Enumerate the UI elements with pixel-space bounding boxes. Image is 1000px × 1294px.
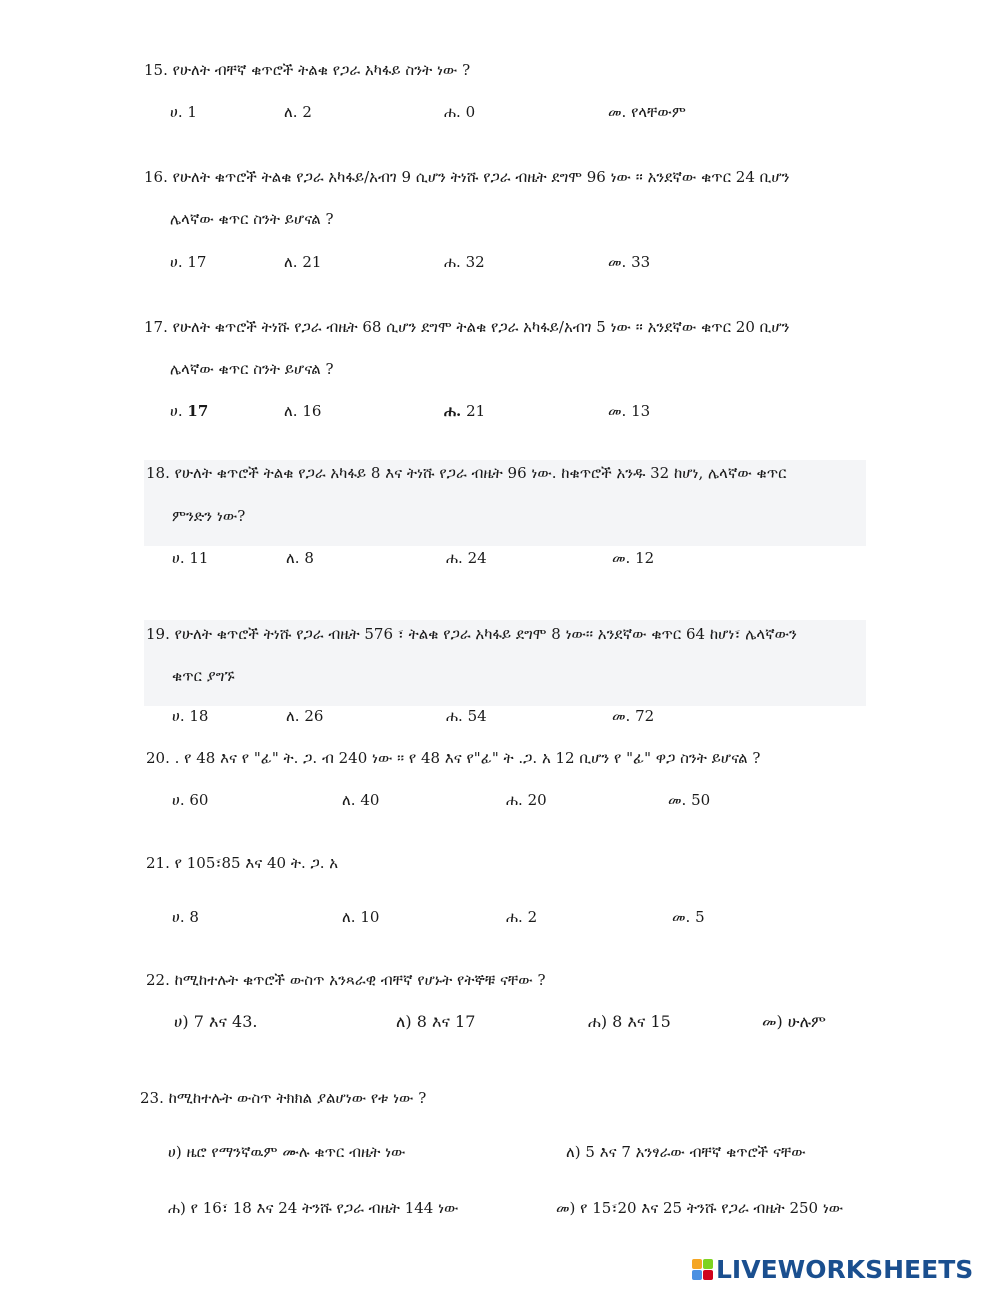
q21-option-d[interactable]: መ. 5 [672,908,705,926]
q19-option-c[interactable]: ሐ. 54 [446,707,487,725]
q21-question: 21. የ 105፣85 እና 40 ት. ጋ. አ [146,854,339,872]
q19-question: 19. የሁለት ቁጥሮች ትነሹ የጋራ ብዜት 576 ፣ ትልቁ የጋራ አካፋይ ደግሞ 8 ነው፡፡ አንደኛው ቁጥር 64 ከሆነ፣ ሌላኛውን [146,625,797,643]
q19-option-d[interactable]: መ. 72 [612,707,655,725]
q23-option-b[interactable]: ለ) 5 እና 7 አንፃራው ብቸኛ ቁጥሮች ናቸው [566,1143,806,1161]
q22-option-c[interactable]: ሐ) 8 እና 15 [588,1012,671,1031]
q23-option-a[interactable]: ሀ) ዜሮ የማንኛዉም ሙሉ ቁጥር ብዜት ነው [168,1143,406,1161]
q18-option-a[interactable]: ሀ. 11 [172,549,209,567]
q20-option-a[interactable]: ሀ. 60 [172,791,209,809]
q22-question: 22. ከሚከተሉት ቁጥሮች ውስጥ አንጻራዊ ብቸኛ የሆኑት የትኞቹ ናቸው ? [146,971,546,989]
q15-option-b[interactable]: ለ. 2 [284,103,312,121]
q23-question: 23. ከሚከተሉት ውስጥ ትክክል ያልሆነው የቱ ነው ? [140,1089,427,1107]
logo-square-1 [692,1259,702,1269]
q16-question-cont: ሌላኛው ቁጥር ስንት ይሆናል ? [170,210,334,228]
q17-option-b[interactable]: ለ. 16 [284,402,322,420]
q16-option-a[interactable]: ሀ. 17 [170,253,207,271]
q17-option-c[interactable]: ሐ. 21 [444,402,486,420]
q20-option-d[interactable]: መ. 50 [668,791,711,809]
q15-option-c[interactable]: ሐ. 0 [444,103,476,121]
q21-option-b[interactable]: ለ. 10 [342,908,380,926]
q15-option-d[interactable]: መ. የላቸውም [608,103,686,121]
q23-option-c[interactable]: ሐ) የ 16፣ 18 እና 24 ትንሹ የጋራ ብዜት 144 ነው [168,1199,459,1217]
q23-option-d[interactable]: መ) የ 15፣20 እና 25 ትንሹ የጋራ ብዜት 250 ነው [556,1199,844,1217]
q17-option-a[interactable]: ሀ. 17 [170,402,209,420]
q15-option-a[interactable]: ሀ. 1 [170,103,197,121]
q15-question: 15. የሁለት ብቸኛ ቁጥሮች ትልቁ የጋራ አካፋይ ስንት ነው ? [144,61,471,79]
logo-square-2 [703,1259,713,1269]
q22-option-b[interactable]: ለ) 8 እና 17 [396,1012,476,1031]
q22-option-d[interactable]: መ) ሁሉም [762,1012,826,1031]
liveworksheets-logo[interactable] [692,1254,973,1284]
q22-option-a[interactable]: ሀ) 7 እና 43. [174,1012,258,1031]
q19-option-a[interactable]: ሀ. 18 [172,707,209,725]
q20-option-c[interactable]: ሐ. 20 [506,791,547,809]
q17-question-cont: ሌላኛው ቁጥር ስንት ይሆናል ? [170,360,334,378]
q16-option-d[interactable]: መ. 33 [608,253,651,271]
q21-option-a[interactable]: ሀ. 8 [172,908,199,926]
q20-question: 20. . የ 48 እና የ "ፊ" ት. ጋ. ብ 240 ነው ። የ 48 እና የ"ፊ" ት .ጋ. አ 12 ቢሆን የ "ፊ" ዋጋ ስንት ይሆናል ? [146,749,761,767]
q19-option-b[interactable]: ለ. 26 [286,707,324,725]
q20-option-b[interactable]: ለ. 40 [342,791,380,809]
q18-option-b[interactable]: ለ. 8 [286,549,314,567]
logo-square-4 [703,1270,713,1280]
logo-text: LIVEWORKSHEETS [716,1254,974,1284]
q19-question-cont: ቁጥር ያግኙ [172,667,235,685]
logo-grid-icon [692,1259,713,1280]
q17-question: 17. የሁለት ቁጥሮች ትነሹ የጋራ ብዜት 68 ሲሆን ደግሞ ትልቁ የጋራ አካፋይ/አብገ 5 ነው ፡፡ አንደኛው ቁጥር 20 ቢሆን [144,318,790,336]
q16-question: 16. የሁለት ቁጥሮች ትልቁ የጋራ አካፋይ/አብገ 9 ሲሆን ትነሹ የጋራ ብዜት ደግሞ 96 ነው ፡፡ አንደኛው ቁጥር 24 ቢሆን [144,168,790,186]
logo-square-3 [692,1270,702,1280]
q18-question-cont: ምንድን ነው? [172,507,246,525]
q16-option-b[interactable]: ለ. 21 [284,253,322,271]
q21-option-c[interactable]: ሐ. 2 [506,908,538,926]
q17-option-d[interactable]: መ. 13 [608,402,651,420]
q18-question: 18. የሁለት ቁጥሮች ትልቁ የጋራ አካፋይ 8 እና ትነሹ የጋራ ብዜት 96 ነው. ከቁጥሮች አንዱ 32 ከሆነ, ሌላኛው ቁጥር [146,464,787,482]
q18-option-c[interactable]: ሐ. 24 [446,549,487,567]
q18-option-d[interactable]: መ. 12 [612,549,655,567]
q16-option-c[interactable]: ሐ. 32 [444,253,485,271]
